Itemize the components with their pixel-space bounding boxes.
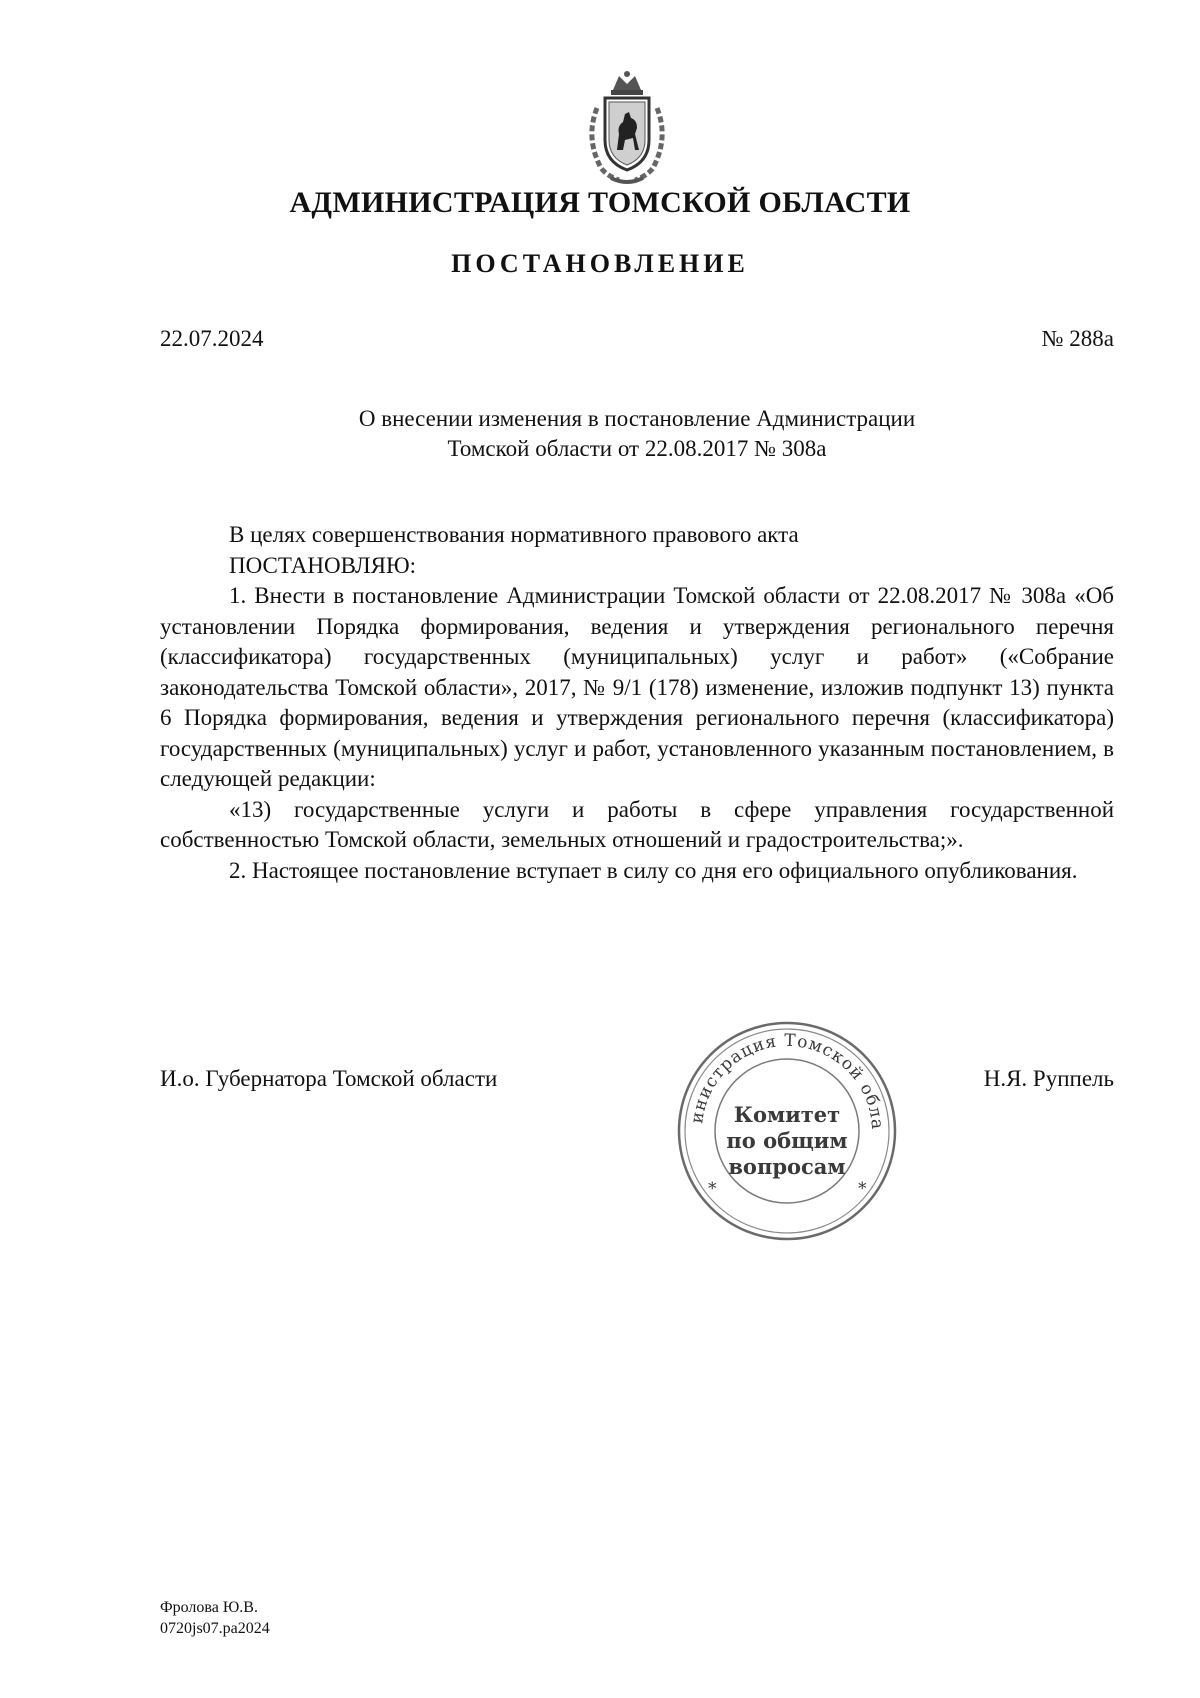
document-footer <box>160 1597 270 1639</box>
document-type: ПОСТАНОВЛЕНИЕ <box>451 249 749 278</box>
document-number: № 288а <box>1041 326 1114 351</box>
seal-center-line-1: Комитет <box>733 1102 841 1127</box>
document-date: 22.07.2024 <box>160 326 264 351</box>
document-body <box>160 520 1114 886</box>
document-subject <box>160 404 1114 464</box>
subject-line-1: О внесении изменения в постановление Администрации <box>358 406 916 431</box>
official-seal <box>672 1016 902 1246</box>
seal-center-line-3: вопросам <box>728 1154 846 1179</box>
signatory-position: И.о. Губернатора Томской области <box>160 1066 498 1091</box>
file-code: 0720js07.pa2024 <box>160 1620 270 1637</box>
organization-title: АДМИНИСТРАЦИЯ ТОМСКОЙ ОБЛАСТИ <box>289 186 911 219</box>
signatory-name: Н.Я. Руппель <box>983 1066 1114 1091</box>
resolve-paragraph: ПОСТАНОВЛЯЮ: <box>229 552 417 578</box>
tomsk-coat-of-arms-icon <box>567 68 687 188</box>
item-1-paragraph: 1. Внести в постановление Администрации Томской области от 22.08.2017 № 308а «Об установлении Порядка формирования, ведения и утверждения регионального перечня (классификатора) государственных (муниципальных) услуг и работ» («Собрание законодательства Томской области», 2017, № 9/1 (178) изменение, изложив подпункт 13) пункта 6 Порядка формирования, ведения и утверждения регионального перечня (классификатора) государственных (муниципальных) услуг и работ, установленного указанным постановлением, в следующей редакции: <box>160 583 1114 791</box>
seal-ring-text: инистрация Томской обла <box>687 1030 888 1131</box>
executor-name: Фролова Ю.В. <box>160 1599 258 1616</box>
subject-line-2: Томской области от 22.08.2017 № 308а <box>447 436 827 461</box>
seal-center-line-2: по общим <box>726 1128 848 1153</box>
seal-star-right-icon: * <box>858 1179 868 1199</box>
item-1-quote-paragraph: «13) государственные услуги и работы в сфере управления государственной собственностью Томской области, земельных отношений и градостроительства;». <box>160 796 1114 852</box>
item-2-paragraph: 2. Настоящее постановление вступает в силу со дня его официального опубликования. <box>229 857 1078 883</box>
preamble-paragraph: В целях совершенствования нормативного правового акта <box>229 522 799 547</box>
seal-star-left-icon: * <box>708 1179 718 1199</box>
